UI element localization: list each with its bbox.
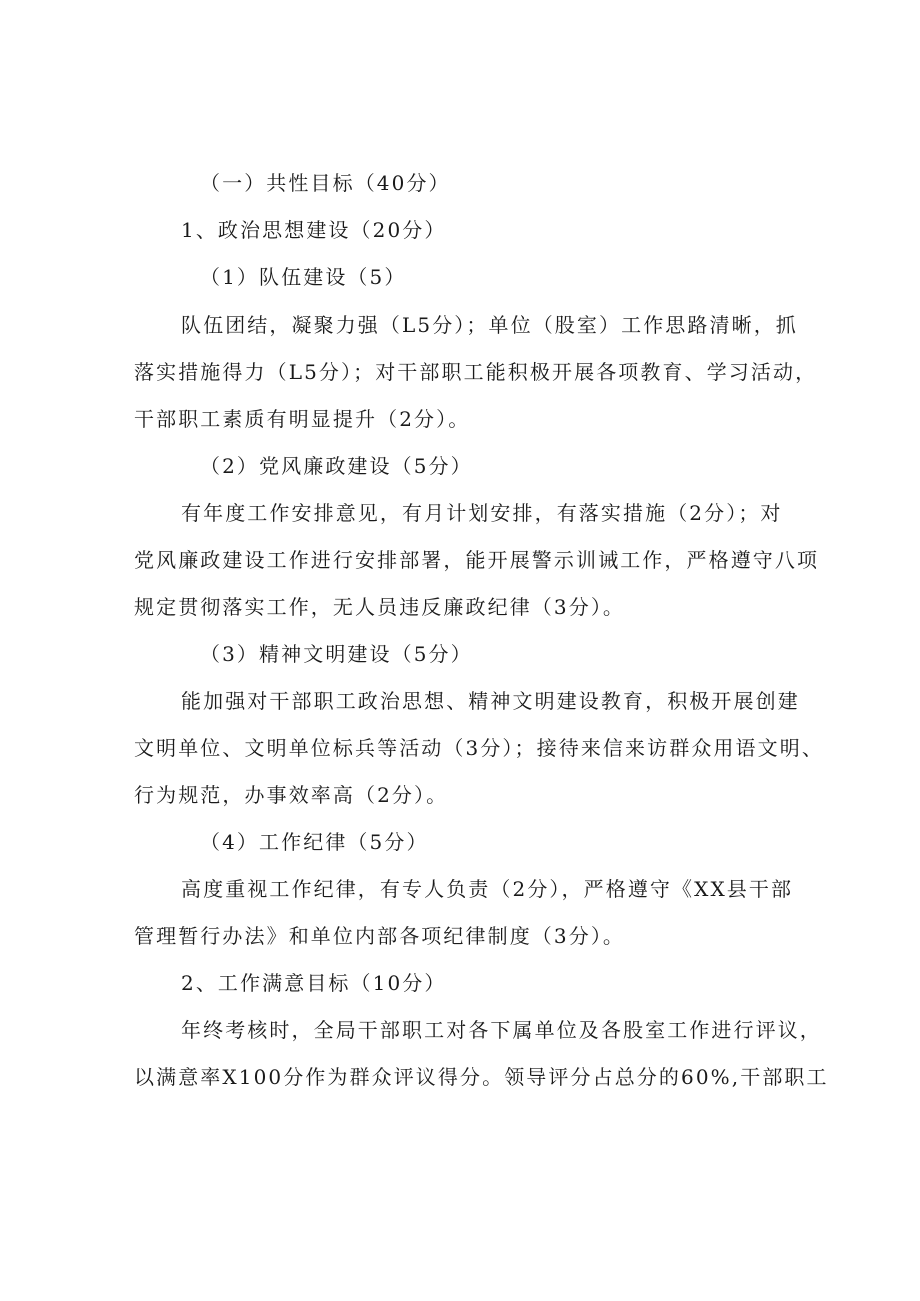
- paragraph-line: 管理暂行办法》和单位内部各项纪律制度（3分）。: [134, 924, 626, 948]
- item-heading: （2）党风廉政建设（5分）: [200, 454, 473, 478]
- paragraph-line: 有年度工作安排意见，有月计划安排，有落实措施（2分）；对: [181, 501, 783, 525]
- item-heading: （3）精神文明建设（5分）: [200, 642, 473, 666]
- paragraph-line: 队伍团结，凝聚力强（L5分）；单位（股室）工作思路清晰，抓: [181, 313, 798, 337]
- subsection-heading: 1、政治思想建设（20分）: [181, 218, 447, 242]
- section-heading: （一）共性目标（40分）: [200, 171, 451, 195]
- paragraph-line: 以满意率X100分作为群众评议得分。领导评分占总分的60%,干部职工: [134, 1065, 829, 1089]
- paragraph-line: 落实措施得力（L5分）；对干部职工能积极开展各项教育、学习活动，: [134, 360, 818, 384]
- paragraph-line: 规定贯彻落实工作，无人员违反廉政纪律（3分）。: [134, 595, 626, 619]
- paragraph-line: 行为规范，办事效率高（2分）。: [134, 783, 449, 807]
- paragraph-line: 能加强对干部职工政治思想、精神文明建设教育，积极开展创建: [181, 689, 800, 713]
- item-heading: （4）工作纪律（5分）: [200, 830, 429, 854]
- paragraph-line: 党风廉政建设工作进行安排部署，能开展警示训诫工作，严格遵守八项: [134, 548, 820, 572]
- paragraph-line: 干部职工素质有明显提升（2分）。: [134, 407, 471, 431]
- paragraph-line: 文明单位、文明单位标兵等活动（3分）；接待来信来访群众用语文明、: [134, 736, 824, 760]
- paragraph-line: 高度重视工作纪律，有专人负责（2分），严格遵守《XX县干部: [181, 877, 794, 901]
- paragraph-line: 年终考核时，全局干部职工对各下属单位及各股室工作进行评议，: [181, 1018, 822, 1042]
- subsection-heading: 2、工作满意目标（10分）: [181, 971, 447, 995]
- item-heading: （1）队伍建设（5）: [200, 265, 407, 289]
